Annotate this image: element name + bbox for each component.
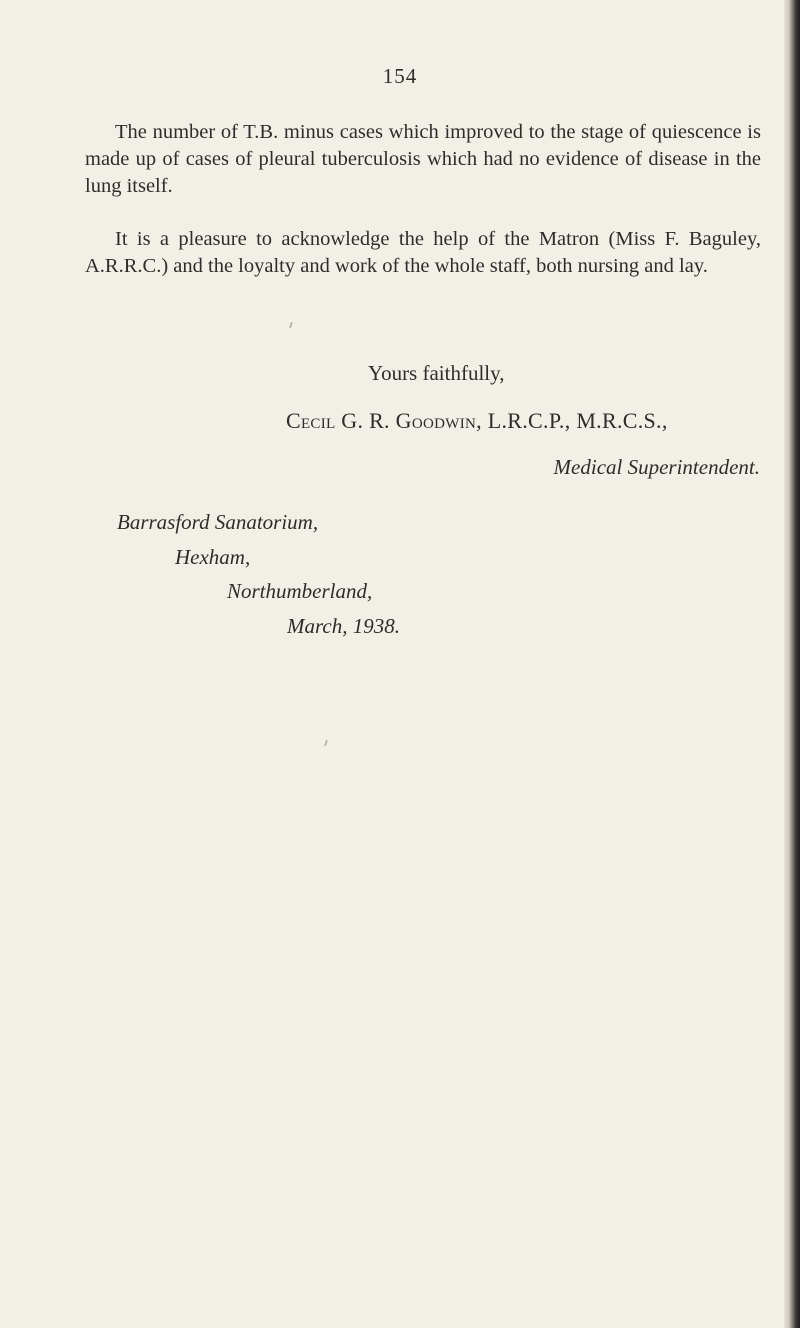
paragraph-quiescence: The number of T.B. minus cases which improved to the stage of quiescence is made up of cases of pleural tuberculosis which had no evidence of disease in the lung itself. xyxy=(85,121,761,197)
signature-name xyxy=(286,408,668,434)
closing-salutation: Yours faithfully, xyxy=(368,361,505,385)
paper-speck xyxy=(289,322,293,328)
page-edge-shadow xyxy=(784,0,800,1328)
paragraph-acknowledgement: It is a pleasure to acknowledge the help of the Matron (Miss F. Baguley, A.R.R.C.) and the loyalty and work of the whole staff, both nursing and lay. xyxy=(85,228,761,277)
address-line-1: Barrasford Sanatorium, xyxy=(117,510,319,534)
paper-speck xyxy=(324,740,328,746)
signature-title: Medical Superintendent. xyxy=(553,455,760,479)
address-line-4: March, 1938. xyxy=(287,614,400,638)
page-number: 154 xyxy=(382,64,418,88)
signature-name-text: Cecil G. R. Goodwin, L.R.C.P., M.R.C.S., xyxy=(286,408,668,433)
address-line-2: Hexham, xyxy=(175,545,251,569)
address-line-3: Northumberland, xyxy=(227,579,373,603)
